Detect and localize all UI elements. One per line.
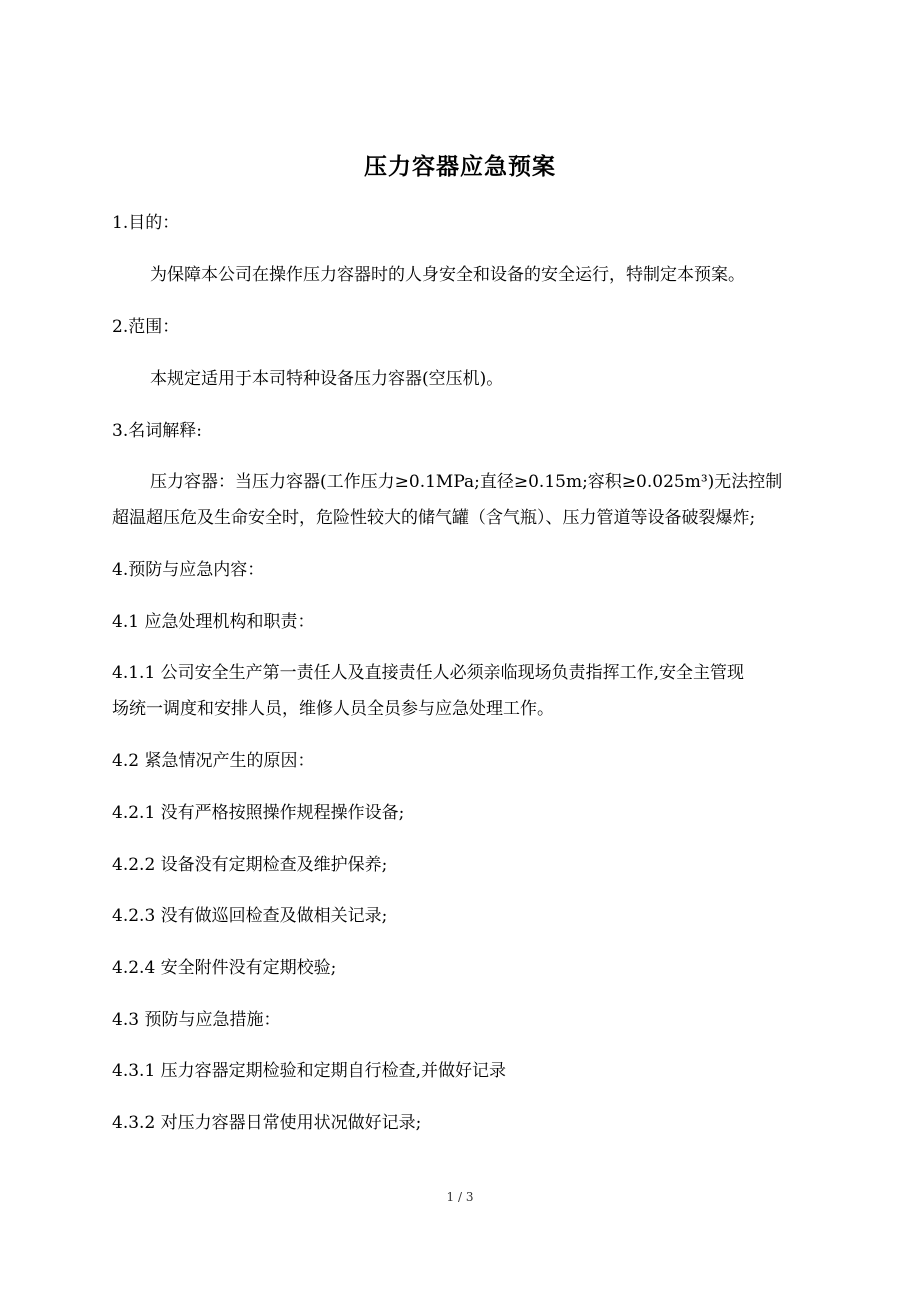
section-3-text-line-2: 超温超压危及生命安全时，危险性较大的储气罐（含气瓶）、压力管道等设备破裂爆炸; bbox=[112, 508, 756, 528]
section-2-text: 本规定适用于本司特种设备压力容器(空压机)。 bbox=[150, 369, 504, 389]
section-3-text-line-1: 压力容器：当压力容器(工作压力≥0.1MPa;直径≥0.15m;容积≥0.025m³)无法控制 bbox=[150, 472, 783, 492]
section-4-3-heading: 4.3 预防与应急措施： bbox=[112, 1010, 281, 1030]
section-4-2-heading: 4.2 紧急情况产生的原因： bbox=[112, 751, 315, 771]
section-1-text: 为保障本公司在操作压力容器时的人身安全和设备的安全运行，特制定本预案。 bbox=[150, 265, 745, 285]
section-4-2-1: 4.2.1 没有严格按照操作规程操作设备; bbox=[112, 803, 405, 823]
section-1-heading: 1.目的： bbox=[112, 213, 180, 233]
page-indicator: 1 / 3 bbox=[446, 1190, 474, 1204]
section-3-heading: 3.名词解释: bbox=[112, 421, 202, 441]
section-2-heading: 2.范围： bbox=[112, 317, 180, 337]
section-4-3-2: 4.3.2 对压力容器日常使用状况做好记录; bbox=[112, 1113, 422, 1133]
section-4-1-1-line-2: 场统一调度和安排人员，维修人员全员参与应急处理工作。 bbox=[112, 699, 554, 719]
document-title: 压力容器应急预案 bbox=[364, 154, 556, 180]
section-4-1-1-line-1: 4.1.1 公司安全生产第一责任人及直接责任人必须亲临现场负责指挥工作,安全主管现 bbox=[112, 663, 745, 683]
section-4-heading: 4.预防与应急内容： bbox=[112, 560, 265, 580]
section-4-2-2: 4.2.2 设备没有定期检查及维护保养; bbox=[112, 855, 388, 875]
section-4-1-heading: 4.1 应急处理机构和职责： bbox=[112, 612, 315, 632]
section-4-2-4: 4.2.4 安全附件没有定期校验; bbox=[112, 958, 337, 978]
section-4-2-3: 4.2.3 没有做巡回检查及做相关记录; bbox=[112, 906, 388, 926]
section-4-3-1: 4.3.1 压力容器定期检验和定期自行检查,并做好记录 bbox=[112, 1061, 507, 1081]
